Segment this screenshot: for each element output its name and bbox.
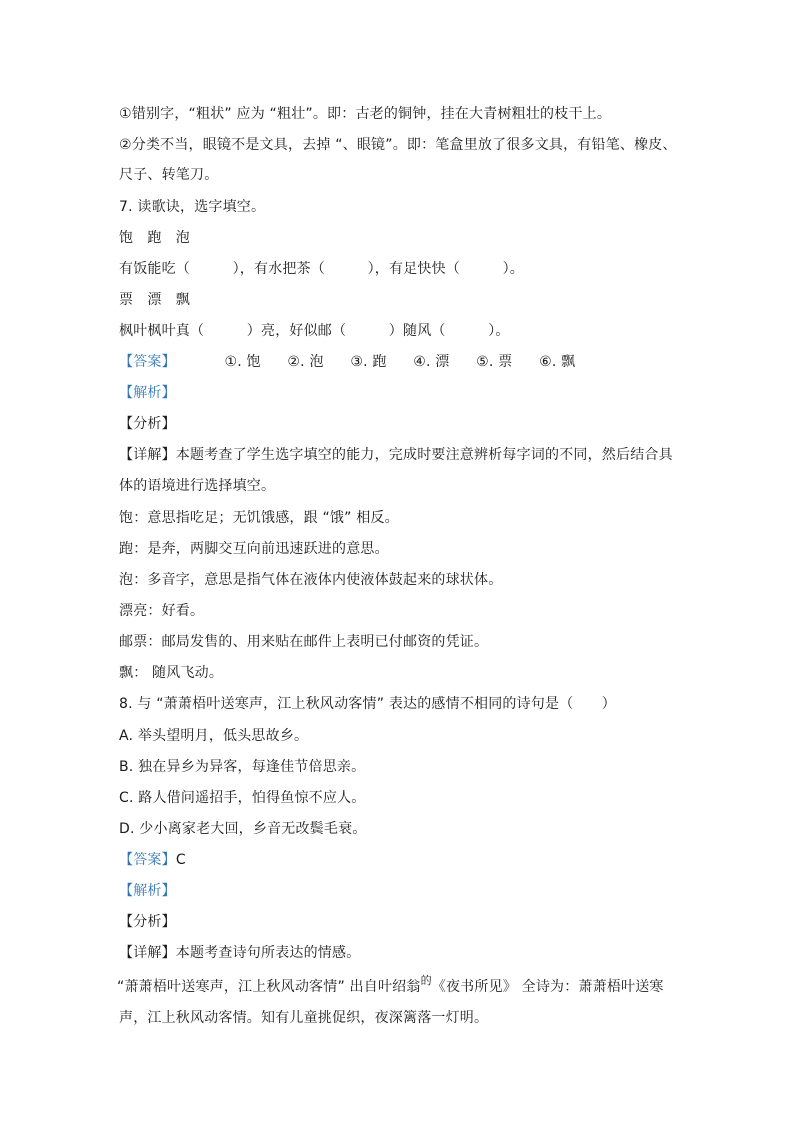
question-8-detail: 【详解】本题考查诗句所表达的情感。 bbox=[119, 945, 361, 961]
question-8-fenxi-label: 【分析】 bbox=[119, 914, 176, 930]
question-7-fenxi-label: 【分析】 bbox=[119, 416, 176, 432]
question-8-option-d: D. 少小离家老大回，乡音无改鬓毛衰。 bbox=[119, 821, 367, 837]
paragraph-text-a: “萧萧梧叶送寒声，江上秋风动客情” 出自叶绍翁 bbox=[117, 979, 421, 995]
answer-item-4: ④. 漂 bbox=[413, 354, 450, 370]
correction-line-1: ①错别字，“粗状” 应为 “粗壮”。即：古老的铜钟，挂在大青树粗壮的枝干上。 bbox=[119, 106, 612, 122]
question-7-title: 7. 读歌诀，选字填空。 bbox=[119, 199, 266, 215]
question-7-sentence-2: 枫叶枫叶真（ ）亮，好似邮（ ）随风（ ）。 bbox=[119, 323, 510, 339]
question-7-analysis-label: 【解析】 bbox=[119, 385, 176, 401]
answer-item-3: ③. 跑 bbox=[350, 354, 387, 370]
question-7-answer-row bbox=[119, 352, 597, 372]
definition-piao-float: 飘： 随风飞动。 bbox=[119, 665, 224, 681]
answer-item-6: ⑥. 飘 bbox=[539, 354, 576, 370]
paragraph-text-de: 的 bbox=[420, 974, 432, 987]
question-8-paragraph-line-2: 声，江上秋风动客情。知有儿童挑促织，夜深篱落一灯明。 bbox=[119, 1010, 489, 1026]
question-8-answer-row bbox=[119, 850, 186, 870]
question-7-chars-group-2: 票 漂 飘 bbox=[119, 292, 190, 308]
question-7-sentence-1: 有饭能吃（ ），有水把茶（ ），有足快快（ ）。 bbox=[119, 261, 524, 277]
question-7-detail-line-1: 【详解】本题考查了学生选字填空的能力，完成时要注意辨析每字词的不同，然后结合具 bbox=[119, 447, 673, 463]
answer-label: 【答案】 bbox=[119, 852, 176, 868]
question-8-analysis-label: 【解析】 bbox=[119, 883, 176, 899]
question-8-option-b: B. 独在异乡为异客，每逢佳节倍思亲。 bbox=[119, 759, 366, 775]
paragraph-text-b: 《夜书所见》 全诗为：萧萧梧叶送寒 bbox=[431, 979, 664, 995]
question-7-detail-line-2: 体的语境进行选择填空。 bbox=[119, 478, 276, 494]
definition-pao-run: 跑：是奔，两脚交互向前迅速跃进的意思。 bbox=[119, 541, 389, 557]
answer-value: C bbox=[175, 852, 186, 868]
question-8-option-c: C. 路人借问遥招手，怕得鱼惊不应人。 bbox=[119, 790, 366, 806]
answer-label: 【答案】 bbox=[119, 354, 176, 370]
definition-pao-bubble: 泡：多音字，意思是指气体在液体内使液体鼓起来的球状体。 bbox=[119, 572, 503, 588]
question-7-chars-group-1: 饱 跑 泡 bbox=[119, 230, 190, 246]
definition-youpiao: 邮票：邮局发售的、用来贴在邮件上表明已付邮资的凭证。 bbox=[119, 634, 489, 650]
correction-line-2: ②分类不当，眼镜不是文具，去掉 “、眼镜”。即：笔盒里放了很多文具，有铅笔、橡皮、 bbox=[119, 137, 677, 153]
question-8-paragraph-line-1 bbox=[117, 974, 664, 997]
definition-piaoliang: 漂亮：好看。 bbox=[119, 603, 205, 619]
answer-item-2: ②. 泡 bbox=[287, 354, 324, 370]
correction-line-3: 尺子、转笔刀。 bbox=[119, 167, 219, 183]
answer-item-5: ⑤. 票 bbox=[476, 354, 513, 370]
definition-bao: 饱：意思指吃足；无饥饿感，跟 “饿” 相反。 bbox=[119, 510, 399, 526]
question-8-title: 8. 与 “萧萧梧叶送寒声，江上秋风动客情” 表达的感情不相同的诗句是（ ） bbox=[119, 696, 617, 712]
question-8-option-a: A. 举头望明月，低头思故乡。 bbox=[119, 728, 309, 744]
answer-item-1: ①. 饱 bbox=[224, 354, 261, 370]
